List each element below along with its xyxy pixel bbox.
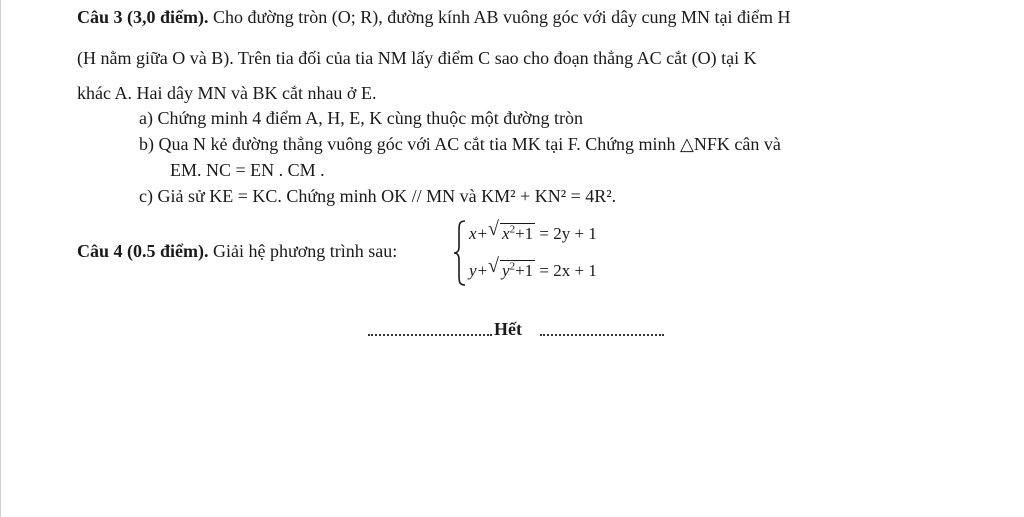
q4-text: Giải hệ phương trình sau: (213, 241, 398, 261)
eq2-sqrt-rest: +1 (515, 261, 534, 280)
eq2-sqrt-exp: 2 (509, 260, 516, 273)
equation-2 (469, 257, 597, 284)
eq2-left: y+ (469, 261, 489, 280)
equation-1 (469, 220, 597, 247)
eq2-sqrt-base: y (502, 261, 510, 280)
q3-heading: Câu 3 (3,0 điểm). (77, 7, 209, 27)
left-brace-icon (452, 219, 468, 287)
sqrt-icon: √ (488, 255, 500, 277)
eq2-right: = 2x + 1 (539, 261, 597, 280)
equation-system (452, 219, 652, 291)
q4-line (77, 238, 397, 265)
eq1-sqrt (488, 220, 535, 247)
dotted-line-right (540, 316, 664, 336)
q3-line-3: khác A. Hai dây MN và BK cắt nhau ở E. (77, 83, 377, 103)
eq1-sqrt-exp: 2 (509, 223, 516, 236)
eq1-sqrt-base: x (502, 224, 510, 243)
eq2-sqrt (488, 257, 535, 284)
q3-part-c: c) Giả sử KE = KC. Chứng minh OK // MN và KM² + KN² = 4R². (139, 186, 617, 206)
q3-line-1-text: Cho đường tròn (O; R), đường kính AB vuông góc với dây cung MN tại điểm H (213, 7, 791, 27)
q3-part-b-line-1: b) Qua N kẻ đường thẳng vuông góc với AC cắt tia MK tại F. Chứng minh △NFK cân và (139, 134, 781, 154)
q3-part-b-line-2: EM. NC = EN . CM . (170, 160, 325, 180)
eq1-right: = 2y + 1 (539, 224, 597, 243)
end-marker (368, 316, 664, 340)
eq1-sqrt-rest: +1 (515, 224, 534, 243)
q4-heading: Câu 4 (0.5 điểm). (77, 241, 209, 261)
eq1-left: x+ (469, 224, 489, 243)
q3-line-2: (H nằm giữa O và B). Trên tia đối của tia NM lấy điểm C sao cho đoạn thẳng AC cắt (O) tại K (77, 48, 757, 68)
q3-part-a: a) Chứng minh 4 điểm A, H, E, K cùng thuộc một đường tròn (139, 108, 583, 128)
sqrt-icon: √ (488, 218, 500, 240)
end-label: Hết (494, 319, 522, 339)
q3-line-1 (77, 4, 791, 31)
dotted-line-left (368, 316, 492, 336)
